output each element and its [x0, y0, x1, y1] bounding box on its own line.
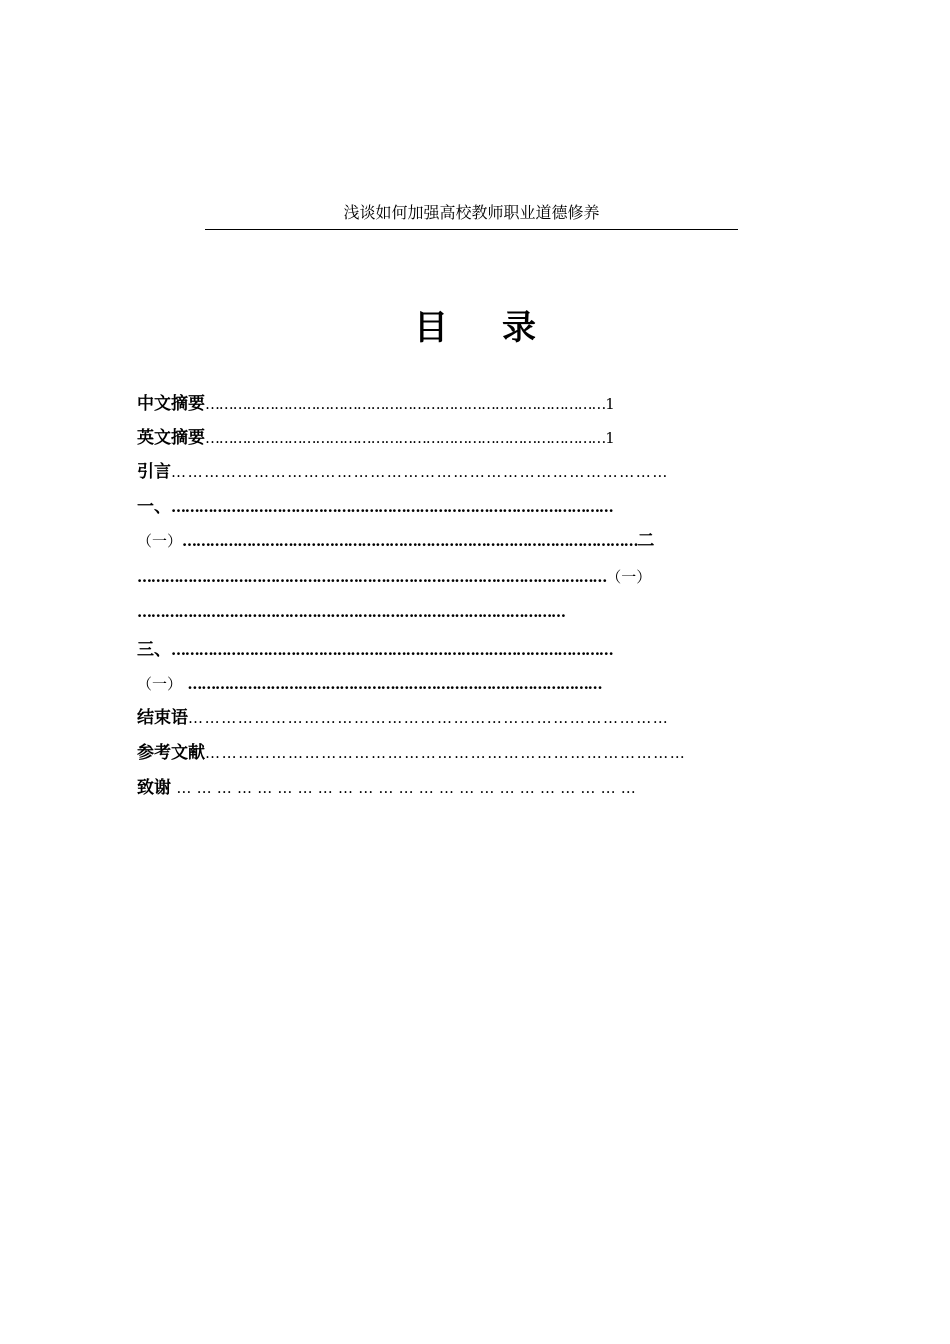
toc-entry-leader: ………………………………………………………………………………… [137, 603, 565, 621]
toc-entry-label: 结束语 [137, 708, 188, 728]
toc-entry-page: 1 [605, 395, 615, 413]
toc-entry-leader: …………………………………………………………………………… [205, 744, 687, 762]
toc-entry-continuation-2[interactable] [137, 600, 797, 624]
toc-entry-continuation-1[interactable] [137, 565, 797, 589]
toc-entry-leader: …………………………………………………………………………………… [171, 641, 613, 659]
toc-entry-leader: ………………………………………………………………………………………… [137, 568, 607, 586]
toc-entry-leader: …………………………………………………………………………… [188, 709, 670, 727]
toc-title-char-2: 录 [502, 308, 536, 348]
toc-entry-leader: …………………………………………………………………………………… [171, 498, 613, 516]
toc-entry-label: 英文摘要 [137, 428, 205, 448]
toc-entry-section-1[interactable] [137, 495, 797, 519]
toc-entry-leader: …………………………………………………………………………… [205, 395, 606, 413]
toc-entry-label: 参考文献 [137, 743, 205, 763]
toc-entry-leader: ……………………………………………………………………………………… [182, 532, 638, 550]
toc-entry-label: 三、 [137, 640, 171, 660]
toc-entry-section-3[interactable] [137, 638, 797, 662]
running-header-title: 浅谈如何加强高校教师职业道德修养 [343, 203, 600, 222]
toc-title-char-1: 目 [414, 308, 448, 348]
toc-entry-english-abstract[interactable] [137, 426, 797, 450]
toc-entry-page: （一） [606, 568, 652, 586]
toc-entry-introduction[interactable] [137, 460, 797, 484]
toc-entry-chinese-abstract[interactable] [137, 392, 797, 416]
toc-entry-label: 引言 [137, 462, 171, 482]
toc-entry-acknowledgements[interactable] [137, 776, 797, 800]
toc-entry-label: 中文摘要 [137, 394, 205, 414]
toc-entry-label: （一） [137, 532, 183, 550]
toc-entry-leader: ……………………………………………………………………………… [171, 463, 669, 481]
toc-entry-subsection-1-1[interactable] [137, 529, 797, 553]
toc-entry-label: 致谢 [137, 778, 171, 798]
toc-entry-leader: …………………………………………………………… [176, 779, 642, 797]
toc-entry-leader: …………………………………………………………………………… [205, 429, 606, 447]
toc-entry-page: 二 [637, 531, 655, 551]
toc-entry-label: 一、 [137, 497, 171, 517]
toc-entry-references[interactable] [137, 741, 797, 765]
toc-entry-label: （一） [137, 675, 183, 693]
toc-entry-page: 1 [605, 429, 615, 447]
header-rule [205, 229, 738, 230]
toc-title [0, 300, 950, 349]
toc-entry-subsection-3-1[interactable] [137, 672, 797, 696]
toc-entry-leader: ……………………………………………………………………………… [187, 675, 602, 693]
toc-entry-conclusion[interactable] [137, 706, 797, 730]
